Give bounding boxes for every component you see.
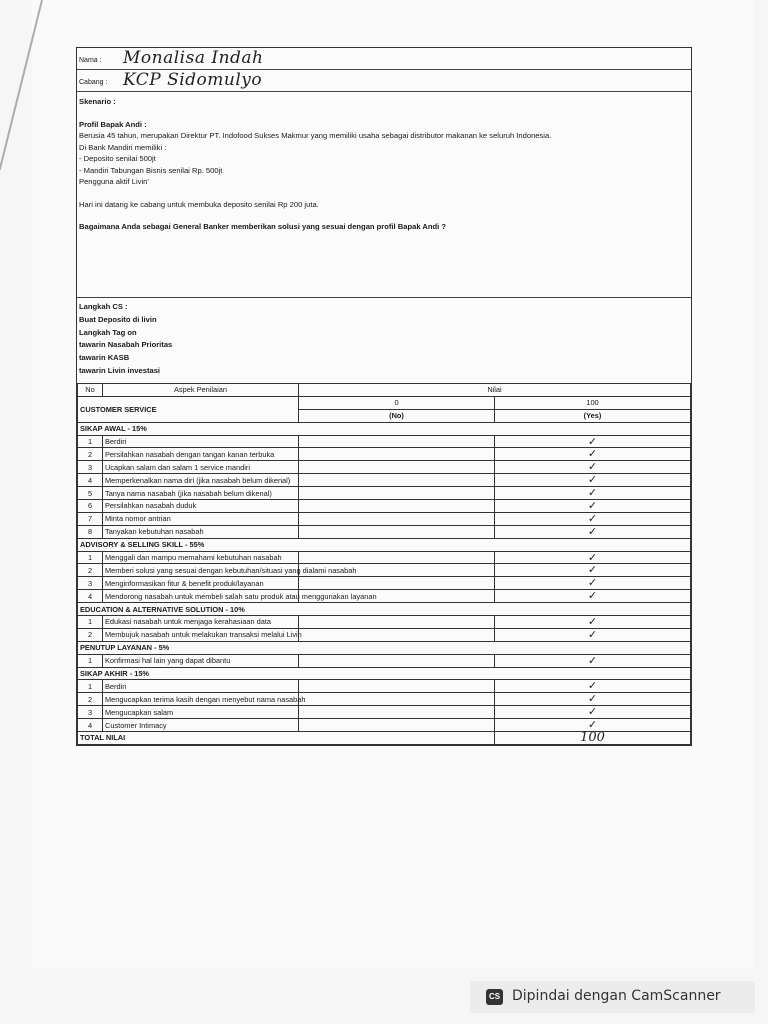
section-title: SIKAP AWAL - 15%: [78, 422, 691, 435]
item-aspect: Tanya nama nasabah (jika nasabah belum dikenal): [103, 487, 299, 500]
checkmark-icon: ✓: [495, 628, 691, 641]
cs-steps: [77, 298, 691, 383]
checkmark-icon: ✓: [495, 435, 691, 448]
score-no-cell: [299, 719, 495, 732]
table-row: [78, 551, 691, 564]
score-no-cell: [299, 525, 495, 538]
table-row: [78, 435, 691, 448]
checkmark-icon: ✓: [495, 448, 691, 461]
score-no-cell: [299, 628, 495, 641]
table-row: [78, 448, 691, 461]
item-number: 8: [78, 525, 103, 538]
checkmark-icon: ✓: [495, 487, 691, 500]
item-aspect: Ucapkan salam dan salam 1 service mandiri: [103, 461, 299, 474]
item-aspect: Minta nomor antrian: [103, 512, 299, 525]
score-100-header: 100: [495, 396, 691, 409]
checkmark-icon: ✓: [495, 500, 691, 513]
item-aspect: Membujuk nasabah untuk melakukan transaksi melalui Livin: [103, 628, 299, 641]
col-aspect-header: Aspek Penilaian: [103, 384, 299, 397]
checkmark-icon: ✓: [495, 551, 691, 564]
profile-line-1: Berusia 45 tahun, merupakan Direktur PT. Indofood Sukses Makmur yang memiliki usaha sebagai distributor makanan ke seluruh Indonesia.: [79, 131, 552, 140]
checkmark-icon: ✓: [495, 590, 691, 603]
item-number: 4: [78, 719, 103, 732]
checkmark-icon: ✓: [495, 577, 691, 590]
item-aspect: Menginformasikan fitur & benefit produk/layanan: [103, 577, 299, 590]
table-row: [78, 564, 691, 577]
item-number: 7: [78, 512, 103, 525]
table-row: [78, 590, 691, 603]
section-row: [78, 538, 691, 551]
score-no-cell: [299, 512, 495, 525]
step-line: tawarin Livin investasi: [79, 365, 161, 375]
section-row: [78, 641, 691, 654]
total-value: 100: [495, 732, 691, 745]
score-no-cell: [299, 693, 495, 706]
score-no-cell: [299, 654, 495, 667]
score-no-cell: [299, 551, 495, 564]
score-no-label: (No): [299, 409, 495, 422]
section-title: SIKAP AKHIR - 15%: [78, 667, 691, 680]
item-number: 5: [78, 487, 103, 500]
checkmark-icon: ✓: [495, 461, 691, 474]
item-aspect: Tanyakan kebutuhan nasabah: [103, 525, 299, 538]
camscanner-text: Dipindai dengan CamScanner: [512, 988, 721, 1004]
table-row: [78, 693, 691, 706]
item-number: 2: [78, 448, 103, 461]
table-row: [78, 525, 691, 538]
score-no-cell: [299, 435, 495, 448]
item-aspect: Mengucapkan terima kasih dengan menyebut nama nasabah: [103, 693, 299, 706]
profile-line-3: - Deposito senilai 500jt: [79, 154, 156, 163]
score-no-cell: [299, 577, 495, 590]
checkmark-icon: ✓: [495, 525, 691, 538]
camscanner-logo-icon: CS: [486, 989, 503, 1005]
item-number: 1: [78, 616, 103, 629]
table-row: [78, 628, 691, 641]
evaluation-form: [76, 47, 692, 746]
item-number: 3: [78, 577, 103, 590]
section-row: [78, 422, 691, 435]
name-value: Monalisa Indah: [123, 48, 264, 68]
checkmark-icon: ✓: [495, 474, 691, 487]
score-no-cell: [299, 474, 495, 487]
checkmark-icon: ✓: [495, 616, 691, 629]
item-number: 2: [78, 628, 103, 641]
score-no-cell: [299, 680, 495, 693]
step-line: tawarin KASB: [79, 353, 130, 363]
table-row: [78, 577, 691, 590]
col-no-header: No: [78, 384, 103, 397]
score-no-cell: [299, 706, 495, 719]
item-number: 1: [78, 551, 103, 564]
item-aspect: Persilahkan nasabah dengan tangan kanan terbuka: [103, 448, 299, 461]
item-aspect: Berdiri: [103, 435, 299, 448]
checkmark-icon: ✓: [495, 512, 691, 525]
item-aspect: Mendorong nasabah untuk membeli salah satu produk atau menggunakan layanan: [103, 590, 299, 603]
item-number: 1: [78, 435, 103, 448]
item-number: 2: [78, 693, 103, 706]
scenario-title: Skenario :: [79, 97, 116, 106]
item-number: 1: [78, 654, 103, 667]
table-row: [78, 461, 691, 474]
checkmark-icon: ✓: [495, 706, 691, 719]
score-no-cell: [299, 616, 495, 629]
item-number: 4: [78, 590, 103, 603]
checkmark-icon: ✓: [495, 680, 691, 693]
item-number: 2: [78, 564, 103, 577]
section-row: [78, 667, 691, 680]
table-row: [78, 487, 691, 500]
item-aspect: Customer Intimacy: [103, 719, 299, 732]
col-score-header: Nilai: [299, 384, 691, 397]
item-aspect: Edukasi nasabah untuk menjaga kerahasiaan data: [103, 616, 299, 629]
section-title: ADVISORY & SELLING SKILL - 55%: [78, 538, 691, 551]
score-yes-label: (Yes): [495, 409, 691, 422]
scenario-visit: Hari ini datang ke cabang untuk membuka deposito senilai Rp 200 juta.: [79, 199, 319, 209]
score-no-cell: [299, 487, 495, 500]
item-aspect: Memperkenalkan nama diri (jika nasabah belum dikenal): [103, 474, 299, 487]
item-number: 3: [78, 706, 103, 719]
item-aspect: Memberi solusi yang sesuai dengan kebutuhan/situasi yang dialami nasabah: [103, 564, 299, 577]
name-row: [77, 48, 691, 70]
table-row: [78, 680, 691, 693]
step-line: Langkah CS :: [79, 302, 128, 311]
section-title: PENUTUP LAYANAN - 5%: [78, 641, 691, 654]
profile-line-2: Di Bank Mandiri memiliki :: [79, 142, 167, 152]
checkmark-icon: ✓: [495, 564, 691, 577]
table-row: [78, 474, 691, 487]
table-row: [78, 500, 691, 513]
profile-title: Profil Bapak Andi :: [79, 119, 147, 129]
assessment-table: [77, 383, 691, 745]
item-aspect: Berdiri: [103, 680, 299, 693]
item-number: 6: [78, 500, 103, 513]
assessment-body: [78, 422, 691, 744]
section-row: [78, 603, 691, 616]
name-label: Nama :: [79, 57, 102, 64]
item-aspect: Menggali dan mampu memahami kebutuhan nasabah: [103, 551, 299, 564]
branch-row: [77, 70, 691, 92]
item-number: 4: [78, 474, 103, 487]
total-label: TOTAL NILAI: [78, 732, 495, 745]
step-line: Langkah Tag on: [79, 327, 137, 337]
branch-label: Cabang :: [79, 79, 108, 86]
camscanner-badge: [470, 981, 755, 1013]
item-aspect: Konfirmasi hal lain yang dapat dibantu: [103, 654, 299, 667]
customer-service-header: CUSTOMER SERVICE: [78, 396, 299, 422]
score-no-cell: [299, 461, 495, 474]
step-line: tawarin Nasabah Prioritas: [79, 340, 173, 350]
score-0-header: 0: [299, 396, 495, 409]
item-number: 1: [78, 680, 103, 693]
table-row: [78, 512, 691, 525]
table-row: [78, 654, 691, 667]
checkmark-icon: ✓: [495, 693, 691, 706]
total-row: [78, 732, 691, 745]
table-row: [78, 616, 691, 629]
table-row: [78, 706, 691, 719]
item-number: 3: [78, 461, 103, 474]
step-line: Buat Deposito di livin: [79, 314, 157, 324]
scenario-question: Bagaimana Anda sebagai General Banker memberikan solusi yang sesuai dengan profil Bapak Andi ?: [79, 222, 447, 231]
checkmark-icon: ✓: [495, 654, 691, 667]
item-aspect: Persilahkan nasabah duduk: [103, 500, 299, 513]
profile-line-5: Pengguna aktif Livin': [79, 177, 149, 186]
branch-value: KCP Sidomulyo: [123, 70, 263, 90]
score-no-cell: [299, 500, 495, 513]
profile-line-4: - Mandiri Tabungan Bisnis senilai Rp. 500jt: [79, 165, 223, 175]
checkmark-icon: ✓: [495, 719, 691, 732]
section-title: EDUCATION & ALTERNATIVE SOLUTION - 10%: [78, 603, 691, 616]
item-aspect: Mengucapkan salam: [103, 706, 299, 719]
score-no-cell: [299, 448, 495, 461]
scenario-block: [77, 92, 691, 298]
